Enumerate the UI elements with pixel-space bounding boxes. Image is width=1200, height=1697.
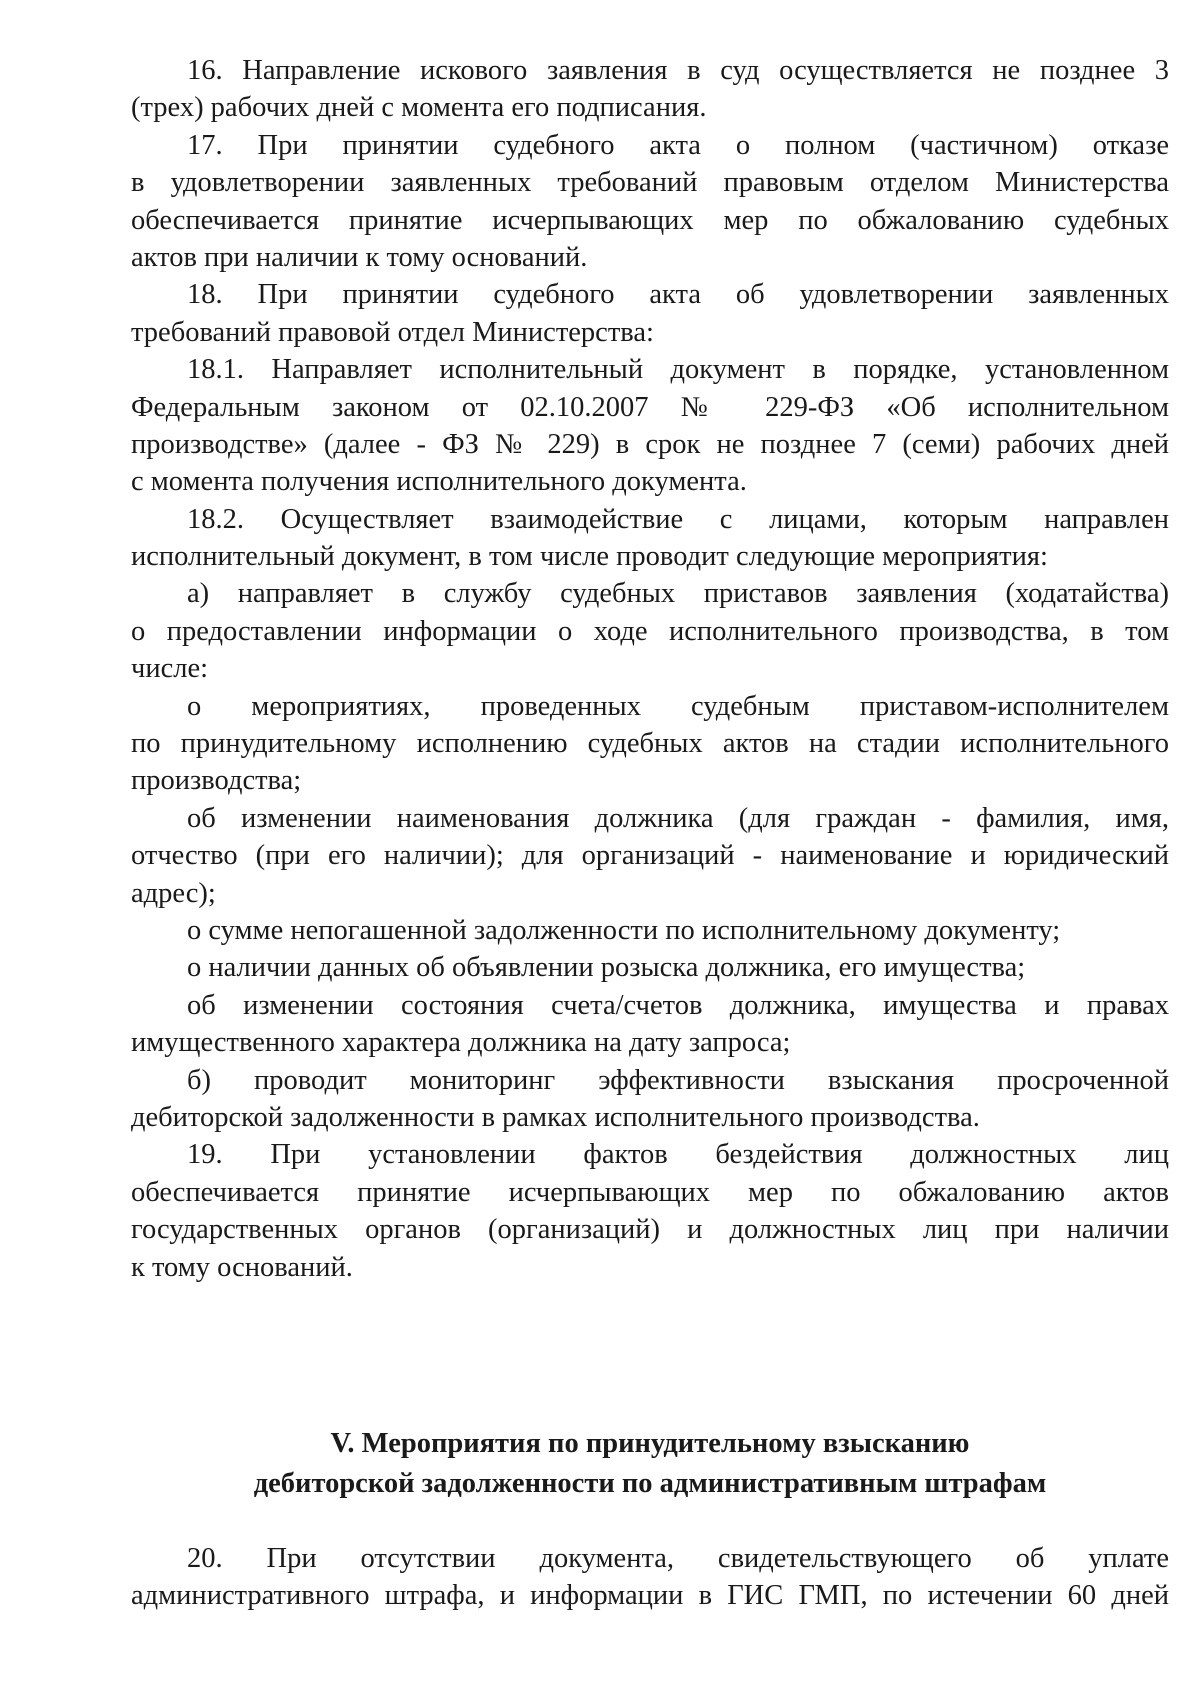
paragraph-p19 xyxy=(131,1136,1169,1286)
text-line: актов при наличии к тому оснований. xyxy=(131,241,588,273)
paragraph-p-measures xyxy=(131,688,1169,800)
paragraph-p-name-change xyxy=(131,800,1169,912)
section-heading-line-1: V. Мероприятия по принудительному взысканию xyxy=(330,1428,970,1459)
text-line: 18.1. Направляет исполнительный документ в порядке, установленном xyxy=(187,354,1169,386)
text-line: производства; xyxy=(131,765,302,797)
text-line: дебиторской задолженности в рамках исполнительного производства. xyxy=(131,1101,980,1133)
text-line: исполнительный документ, в том числе проводит следующие мероприятия: xyxy=(131,541,1048,573)
text-line: о наличии данных об объявлении розыска должника, его имущества; xyxy=(187,952,1026,984)
text-line: об изменении наименования должника (для граждан - фамилия, имя, xyxy=(187,802,1169,834)
paragraph-p18-2-a xyxy=(131,575,1169,687)
text-line: о предоставлении информации о ходе исполнительного производства, в том xyxy=(131,615,1169,647)
text-line: числе: xyxy=(131,653,209,685)
text-line: с момента получения исполнительного документа. xyxy=(131,466,747,498)
paragraph-p18-2 xyxy=(131,501,1169,576)
text-line: 16. Направление искового заявления в суд осуществляется не позднее 3 xyxy=(187,55,1169,86)
text-line: 18. При принятии судебного акта об удовлетворении заявленных xyxy=(187,279,1169,311)
text-line: отчество (при его наличии); для организаций - наименование и юридический xyxy=(131,840,1169,872)
text-line: по принудительному исполнению судебных актов на стадии исполнительного xyxy=(131,728,1169,760)
text-line: б) проводит мониторинг эффективности взыскания просроченной xyxy=(187,1064,1169,1096)
text-line: адрес); xyxy=(131,877,216,909)
text-line: (трех) рабочих дней с момента его подписания. xyxy=(131,92,707,124)
paragraph-p18-2-b xyxy=(131,1062,1169,1137)
text-line: а) направляет в службу судебных приставов заявления (ходатайства) xyxy=(187,578,1169,610)
paragraph-p-search xyxy=(131,949,1169,986)
paragraph-p18 xyxy=(131,276,1169,351)
section-heading-line-2: дебиторской задолженности по административным штрафам xyxy=(253,1468,1047,1499)
text-line: 19. При установлении фактов бездействия должностных лиц xyxy=(187,1139,1169,1171)
text-line: Федеральным законом от 02.10.2007 № 229-ФЗ «Об исполнительном xyxy=(131,391,1169,423)
text-line: обеспечивается принятие исчерпывающих мер по обжалованию актов xyxy=(131,1176,1169,1208)
text-line: требований правовой отдел Министерства: xyxy=(131,316,654,348)
text-line: 17. При принятии судебного акта о полном (частичном) отказе xyxy=(187,129,1169,161)
text-line: государственных органов (организаций) и должностных лиц при наличии xyxy=(131,1214,1169,1246)
text-line: 20. При отсутствии документа, свидетельствующего об уплате xyxy=(187,1543,1169,1574)
paragraph-p18-1 xyxy=(131,351,1169,501)
text-line: производстве» (далее - ФЗ № 229) в срок не позднее 7 (семи) рабочих дней xyxy=(131,428,1169,460)
document-body-bottom xyxy=(131,1540,1169,1615)
text-line: 18.2. Осуществляет взаимодействие с лицами, которым направлен xyxy=(187,503,1169,535)
section-heading xyxy=(131,1424,1169,1504)
paragraph-p20 xyxy=(131,1540,1169,1615)
text-line: о мероприятиях, проведенных судебным приставом-исполнителем xyxy=(187,690,1169,722)
document-body-top xyxy=(131,52,1169,1286)
paragraph-p-accounts xyxy=(131,987,1169,1062)
paragraph-p-debt-sum xyxy=(131,912,1169,949)
text-line: об изменении состояния счета/счетов должника, имущества и правах xyxy=(187,989,1169,1021)
text-line: в удовлетворении заявленных требований правовым отделом Министерства xyxy=(131,167,1169,199)
text-line: административного штрафа, и информации в ГИС ГМП, по истечении 60 дней xyxy=(131,1580,1169,1612)
text-line: имущественного характера должника на дату запроса; xyxy=(131,1027,791,1059)
text-line: обеспечивается принятие исчерпывающих мер по обжалованию судебных xyxy=(131,204,1169,236)
text-line: о сумме непогашенной задолженности по исполнительному документу; xyxy=(187,914,1061,946)
paragraph-p16 xyxy=(131,52,1169,127)
text-line: к тому оснований. xyxy=(131,1251,353,1283)
paragraph-p17 xyxy=(131,127,1169,277)
